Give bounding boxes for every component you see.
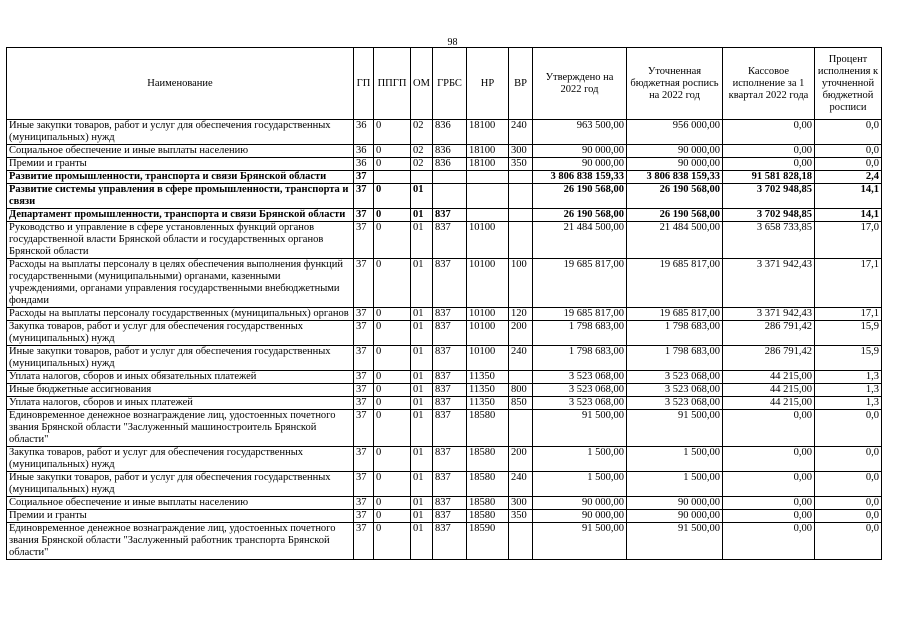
cell-om: 01 bbox=[411, 308, 433, 321]
cell-ppgp: 0 bbox=[374, 184, 411, 209]
cell-refined: 3 806 838 159,33 bbox=[627, 171, 723, 184]
cell-refined: 91 500,00 bbox=[627, 523, 723, 560]
cell-cash: 0,00 bbox=[723, 497, 815, 510]
cell-nr: 10100 bbox=[467, 222, 509, 259]
cell-gp: 36 bbox=[354, 158, 374, 171]
cell-om: 02 bbox=[411, 145, 433, 158]
cell-gp: 37 bbox=[354, 346, 374, 371]
cell-om: 01 bbox=[411, 371, 433, 384]
cell-approved: 21 484 500,00 bbox=[533, 222, 627, 259]
cell-percent: 2,4 bbox=[815, 171, 882, 184]
cell-approved: 1 798 683,00 bbox=[533, 346, 627, 371]
table-row bbox=[7, 472, 882, 497]
cell-refined: 1 798 683,00 bbox=[627, 321, 723, 346]
cell-approved: 3 523 068,00 bbox=[533, 397, 627, 410]
cell-gp: 37 bbox=[354, 497, 374, 510]
cell-cash: 0,00 bbox=[723, 145, 815, 158]
cell-name: Закупка товаров, работ и услуг для обеспечения государственных (муниципальных) нужд bbox=[7, 321, 354, 346]
cell-grbs: 836 bbox=[433, 158, 467, 171]
cell-grbs: 837 bbox=[433, 397, 467, 410]
cell-nr: 18580 bbox=[467, 472, 509, 497]
cell-ppgp: 0 bbox=[374, 497, 411, 510]
cell-grbs: 837 bbox=[433, 259, 467, 308]
cell-vr: 240 bbox=[509, 120, 533, 145]
cell-percent: 0,0 bbox=[815, 410, 882, 447]
cell-vr: 240 bbox=[509, 346, 533, 371]
cell-nr: 18580 bbox=[467, 447, 509, 472]
cell-name: Уплата налогов, сборов и иных платежей bbox=[7, 397, 354, 410]
cell-percent: 17,1 bbox=[815, 259, 882, 308]
cell-approved: 1 500,00 bbox=[533, 447, 627, 472]
table-row bbox=[7, 145, 882, 158]
cell-cash: 0,00 bbox=[723, 523, 815, 560]
table-body bbox=[7, 120, 882, 560]
cell-refined: 956 000,00 bbox=[627, 120, 723, 145]
cell-refined: 91 500,00 bbox=[627, 410, 723, 447]
cell-nr: 10100 bbox=[467, 321, 509, 346]
cell-gp: 37 bbox=[354, 410, 374, 447]
cell-om: 01 bbox=[411, 184, 433, 209]
cell-grbs: 836 bbox=[433, 120, 467, 145]
cell-name: Развитие промышленности, транспорта и связи Брянской области bbox=[7, 171, 354, 184]
cell-approved: 963 500,00 bbox=[533, 120, 627, 145]
cell-om: 02 bbox=[411, 158, 433, 171]
cell-grbs: 836 bbox=[433, 145, 467, 158]
cell-nr: 11350 bbox=[467, 397, 509, 410]
cell-approved: 90 000,00 bbox=[533, 497, 627, 510]
cell-ppgp: 0 bbox=[374, 346, 411, 371]
cell-refined: 3 523 068,00 bbox=[627, 397, 723, 410]
table-row bbox=[7, 222, 882, 259]
cell-cash: 3 371 942,43 bbox=[723, 259, 815, 308]
cell-approved: 19 685 817,00 bbox=[533, 259, 627, 308]
cell-nr: 18580 bbox=[467, 510, 509, 523]
cell-name: Иные закупки товаров, работ и услуг для обеспечения государственных (муниципальных) нужд bbox=[7, 472, 354, 497]
cell-cash: 44 215,00 bbox=[723, 384, 815, 397]
cell-grbs: 837 bbox=[433, 410, 467, 447]
cell-percent: 1,3 bbox=[815, 397, 882, 410]
cell-vr: 300 bbox=[509, 497, 533, 510]
header-percent: Процент исполнения к уточненной бюджетной росписи bbox=[815, 48, 882, 120]
cell-percent: 0,0 bbox=[815, 497, 882, 510]
cell-percent: 0,0 bbox=[815, 523, 882, 560]
cell-refined: 19 685 817,00 bbox=[627, 308, 723, 321]
cell-cash: 44 215,00 bbox=[723, 371, 815, 384]
cell-ppgp: 0 bbox=[374, 259, 411, 308]
cell-vr bbox=[509, 171, 533, 184]
cell-vr bbox=[509, 410, 533, 447]
cell-om: 01 bbox=[411, 397, 433, 410]
cell-grbs: 837 bbox=[433, 371, 467, 384]
cell-gp: 37 bbox=[354, 397, 374, 410]
cell-gp: 36 bbox=[354, 120, 374, 145]
cell-nr bbox=[467, 171, 509, 184]
cell-ppgp: 0 bbox=[374, 371, 411, 384]
cell-refined: 1 500,00 bbox=[627, 447, 723, 472]
cell-refined: 1 798 683,00 bbox=[627, 346, 723, 371]
cell-percent: 0,0 bbox=[815, 120, 882, 145]
table-row bbox=[7, 384, 882, 397]
cell-name: Единовременное денежное вознаграждение лиц, удостоенных почетного звания Брянской области "Заслуженный машиностроитель Брянской области" bbox=[7, 410, 354, 447]
cell-ppgp: 0 bbox=[374, 308, 411, 321]
cell-vr: 200 bbox=[509, 447, 533, 472]
cell-approved: 26 190 568,00 bbox=[533, 184, 627, 209]
table-row bbox=[7, 158, 882, 171]
cell-percent: 14,1 bbox=[815, 184, 882, 209]
table-row bbox=[7, 184, 882, 209]
cell-approved: 90 000,00 bbox=[533, 510, 627, 523]
header-om: ОМ bbox=[411, 48, 433, 120]
cell-refined: 90 000,00 bbox=[627, 145, 723, 158]
cell-ppgp: 0 bbox=[374, 222, 411, 259]
cell-name: Иные закупки товаров, работ и услуг для обеспечения государственных (муниципальных) нужд bbox=[7, 120, 354, 145]
cell-refined: 26 190 568,00 bbox=[627, 184, 723, 209]
table-row bbox=[7, 497, 882, 510]
cell-approved: 1 500,00 bbox=[533, 472, 627, 497]
cell-vr bbox=[509, 523, 533, 560]
budget-table bbox=[6, 47, 882, 560]
cell-refined: 90 000,00 bbox=[627, 497, 723, 510]
cell-cash: 0,00 bbox=[723, 447, 815, 472]
cell-refined: 3 523 068,00 bbox=[627, 384, 723, 397]
cell-om: 02 bbox=[411, 120, 433, 145]
cell-om: 01 bbox=[411, 321, 433, 346]
cell-om: 01 bbox=[411, 472, 433, 497]
cell-gp: 37 bbox=[354, 171, 374, 184]
cell-grbs: 837 bbox=[433, 523, 467, 560]
cell-name: Закупка товаров, работ и услуг для обеспечения государственных (муниципальных) нужд bbox=[7, 447, 354, 472]
cell-grbs: 837 bbox=[433, 472, 467, 497]
cell-vr: 240 bbox=[509, 472, 533, 497]
cell-vr: 850 bbox=[509, 397, 533, 410]
cell-approved: 91 500,00 bbox=[533, 523, 627, 560]
cell-ppgp: 0 bbox=[374, 145, 411, 158]
cell-cash: 0,00 bbox=[723, 158, 815, 171]
cell-refined: 19 685 817,00 bbox=[627, 259, 723, 308]
cell-cash: 44 215,00 bbox=[723, 397, 815, 410]
cell-gp: 37 bbox=[354, 447, 374, 472]
table-row bbox=[7, 120, 882, 145]
cell-nr: 11350 bbox=[467, 371, 509, 384]
cell-approved: 26 190 568,00 bbox=[533, 209, 627, 222]
cell-name: Развитие системы управления в сфере промышленности, транспорта и связи bbox=[7, 184, 354, 209]
cell-nr: 11350 bbox=[467, 384, 509, 397]
cell-name: Уплата налогов, сборов и иных обязательных платежей bbox=[7, 371, 354, 384]
cell-ppgp: 0 bbox=[374, 158, 411, 171]
cell-gp: 37 bbox=[354, 472, 374, 497]
cell-name: Расходы на выплаты персоналу в целях обеспечения выполнения функций государственными (муниципальными) органами, казенными учреждениями, органами управления государственными внебюджетными фондами bbox=[7, 259, 354, 308]
cell-gp: 37 bbox=[354, 321, 374, 346]
cell-name: Социальное обеспечение и иные выплаты населению bbox=[7, 497, 354, 510]
cell-vr: 300 bbox=[509, 145, 533, 158]
cell-om: 01 bbox=[411, 497, 433, 510]
table-row bbox=[7, 397, 882, 410]
cell-name: Департамент промышленности, транспорта и связи Брянской области bbox=[7, 209, 354, 222]
cell-approved: 1 798 683,00 bbox=[533, 321, 627, 346]
cell-grbs: 837 bbox=[433, 497, 467, 510]
table-row bbox=[7, 321, 882, 346]
cell-percent: 17,0 bbox=[815, 222, 882, 259]
cell-vr bbox=[509, 209, 533, 222]
cell-grbs: 837 bbox=[433, 209, 467, 222]
cell-gp: 37 bbox=[354, 384, 374, 397]
cell-percent: 14,1 bbox=[815, 209, 882, 222]
cell-gp: 37 bbox=[354, 259, 374, 308]
cell-percent: 1,3 bbox=[815, 371, 882, 384]
cell-name: Премии и гранты bbox=[7, 158, 354, 171]
header-refined: Уточненная бюджетная роспись на 2022 год bbox=[627, 48, 723, 120]
cell-name: Премии и гранты bbox=[7, 510, 354, 523]
cell-om: 01 bbox=[411, 384, 433, 397]
cell-percent: 15,9 bbox=[815, 346, 882, 371]
header-grbs: ГРБС bbox=[433, 48, 467, 120]
page-number: 98 bbox=[447, 37, 458, 48]
cell-gp: 36 bbox=[354, 145, 374, 158]
cell-ppgp: 0 bbox=[374, 321, 411, 346]
cell-gp: 37 bbox=[354, 523, 374, 560]
cell-grbs bbox=[433, 171, 467, 184]
cell-om: 01 bbox=[411, 346, 433, 371]
cell-refined: 90 000,00 bbox=[627, 510, 723, 523]
table-row bbox=[7, 410, 882, 447]
header-cash: Кассовое исполнение за 1 квартал 2022 года bbox=[723, 48, 815, 120]
cell-nr bbox=[467, 209, 509, 222]
cell-percent: 15,9 bbox=[815, 321, 882, 346]
cell-grbs: 837 bbox=[433, 321, 467, 346]
cell-ppgp: 0 bbox=[374, 209, 411, 222]
table-header-row bbox=[7, 48, 882, 120]
cell-vr: 100 bbox=[509, 259, 533, 308]
cell-vr: 200 bbox=[509, 321, 533, 346]
header-vr: ВР bbox=[509, 48, 533, 120]
cell-gp: 37 bbox=[354, 510, 374, 523]
cell-cash: 3 371 942,43 bbox=[723, 308, 815, 321]
cell-gp: 37 bbox=[354, 184, 374, 209]
cell-grbs: 837 bbox=[433, 510, 467, 523]
header-approved: Утверждено на 2022 год bbox=[533, 48, 627, 120]
cell-cash: 286 791,42 bbox=[723, 321, 815, 346]
cell-om: 01 bbox=[411, 209, 433, 222]
cell-cash: 0,00 bbox=[723, 472, 815, 497]
cell-vr: 350 bbox=[509, 510, 533, 523]
cell-approved: 3 806 838 159,33 bbox=[533, 171, 627, 184]
table-row bbox=[7, 209, 882, 222]
cell-percent: 0,0 bbox=[815, 510, 882, 523]
cell-cash: 0,00 bbox=[723, 120, 815, 145]
cell-gp: 37 bbox=[354, 308, 374, 321]
cell-grbs: 837 bbox=[433, 384, 467, 397]
cell-om: 01 bbox=[411, 222, 433, 259]
cell-approved: 19 685 817,00 bbox=[533, 308, 627, 321]
cell-ppgp: 0 bbox=[374, 410, 411, 447]
cell-vr: 800 bbox=[509, 384, 533, 397]
table-row bbox=[7, 523, 882, 560]
cell-percent: 17,1 bbox=[815, 308, 882, 321]
cell-percent: 0,0 bbox=[815, 472, 882, 497]
cell-nr: 18100 bbox=[467, 120, 509, 145]
cell-cash: 3 702 948,85 bbox=[723, 184, 815, 209]
cell-om: 01 bbox=[411, 410, 433, 447]
header-nr: НР bbox=[467, 48, 509, 120]
cell-ppgp: 0 bbox=[374, 447, 411, 472]
cell-name: Иные бюджетные ассигнования bbox=[7, 384, 354, 397]
cell-refined: 3 523 068,00 bbox=[627, 371, 723, 384]
cell-nr bbox=[467, 184, 509, 209]
cell-approved: 90 000,00 bbox=[533, 158, 627, 171]
cell-nr: 18580 bbox=[467, 410, 509, 447]
cell-om: 01 bbox=[411, 510, 433, 523]
cell-cash: 3 702 948,85 bbox=[723, 209, 815, 222]
cell-gp: 37 bbox=[354, 222, 374, 259]
table-row bbox=[7, 346, 882, 371]
header-ppgp: ППГП bbox=[374, 48, 411, 120]
cell-grbs bbox=[433, 184, 467, 209]
cell-cash: 0,00 bbox=[723, 410, 815, 447]
cell-grbs: 837 bbox=[433, 222, 467, 259]
cell-percent: 1,3 bbox=[815, 384, 882, 397]
cell-gp: 37 bbox=[354, 371, 374, 384]
cell-percent: 0,0 bbox=[815, 158, 882, 171]
cell-name: Единовременное денежное вознаграждение лиц, удостоенных почетного звания Брянской области "Заслуженный работник транспорта Брянской области" bbox=[7, 523, 354, 560]
cell-nr: 10100 bbox=[467, 259, 509, 308]
cell-cash: 3 658 733,85 bbox=[723, 222, 815, 259]
cell-approved: 91 500,00 bbox=[533, 410, 627, 447]
cell-ppgp: 0 bbox=[374, 397, 411, 410]
cell-approved: 90 000,00 bbox=[533, 145, 627, 158]
cell-nr: 10100 bbox=[467, 308, 509, 321]
cell-nr: 18580 bbox=[467, 497, 509, 510]
cell-om: 01 bbox=[411, 523, 433, 560]
header-name: Наименование bbox=[7, 48, 354, 120]
cell-vr: 120 bbox=[509, 308, 533, 321]
cell-refined: 26 190 568,00 bbox=[627, 209, 723, 222]
table-row bbox=[7, 510, 882, 523]
table-row bbox=[7, 447, 882, 472]
cell-nr: 18100 bbox=[467, 158, 509, 171]
cell-percent: 0,0 bbox=[815, 145, 882, 158]
cell-name: Социальное обеспечение и иные выплаты населению bbox=[7, 145, 354, 158]
cell-nr: 18590 bbox=[467, 523, 509, 560]
header-gp: ГП bbox=[354, 48, 374, 120]
cell-ppgp: 0 bbox=[374, 523, 411, 560]
cell-vr bbox=[509, 184, 533, 209]
cell-grbs: 837 bbox=[433, 308, 467, 321]
cell-vr: 350 bbox=[509, 158, 533, 171]
cell-name: Иные закупки товаров, работ и услуг для обеспечения государственных (муниципальных) нужд bbox=[7, 346, 354, 371]
cell-om: 01 bbox=[411, 447, 433, 472]
cell-cash: 91 581 828,18 bbox=[723, 171, 815, 184]
cell-gp: 37 bbox=[354, 209, 374, 222]
cell-cash: 286 791,42 bbox=[723, 346, 815, 371]
cell-approved: 3 523 068,00 bbox=[533, 371, 627, 384]
cell-ppgp: 0 bbox=[374, 472, 411, 497]
cell-refined: 1 500,00 bbox=[627, 472, 723, 497]
cell-cash: 0,00 bbox=[723, 510, 815, 523]
table-row bbox=[7, 259, 882, 308]
cell-ppgp: 0 bbox=[374, 120, 411, 145]
cell-name: Расходы на выплаты персоналу государственных (муниципальных) органов bbox=[7, 308, 354, 321]
cell-nr: 18100 bbox=[467, 145, 509, 158]
table-row bbox=[7, 308, 882, 321]
cell-ppgp: 0 bbox=[374, 384, 411, 397]
table-row bbox=[7, 171, 882, 184]
cell-vr bbox=[509, 371, 533, 384]
cell-om: 01 bbox=[411, 259, 433, 308]
table-row bbox=[7, 371, 882, 384]
cell-grbs: 837 bbox=[433, 447, 467, 472]
cell-ppgp bbox=[374, 171, 411, 184]
cell-refined: 21 484 500,00 bbox=[627, 222, 723, 259]
cell-om bbox=[411, 171, 433, 184]
cell-refined: 90 000,00 bbox=[627, 158, 723, 171]
cell-grbs: 837 bbox=[433, 346, 467, 371]
cell-percent: 0,0 bbox=[815, 447, 882, 472]
cell-vr bbox=[509, 222, 533, 259]
cell-ppgp: 0 bbox=[374, 510, 411, 523]
cell-nr: 10100 bbox=[467, 346, 509, 371]
cell-name: Руководство и управление в сфере установленных функций органов государственной власти Брянской области и государственных органов Брянской области bbox=[7, 222, 354, 259]
cell-approved: 3 523 068,00 bbox=[533, 384, 627, 397]
